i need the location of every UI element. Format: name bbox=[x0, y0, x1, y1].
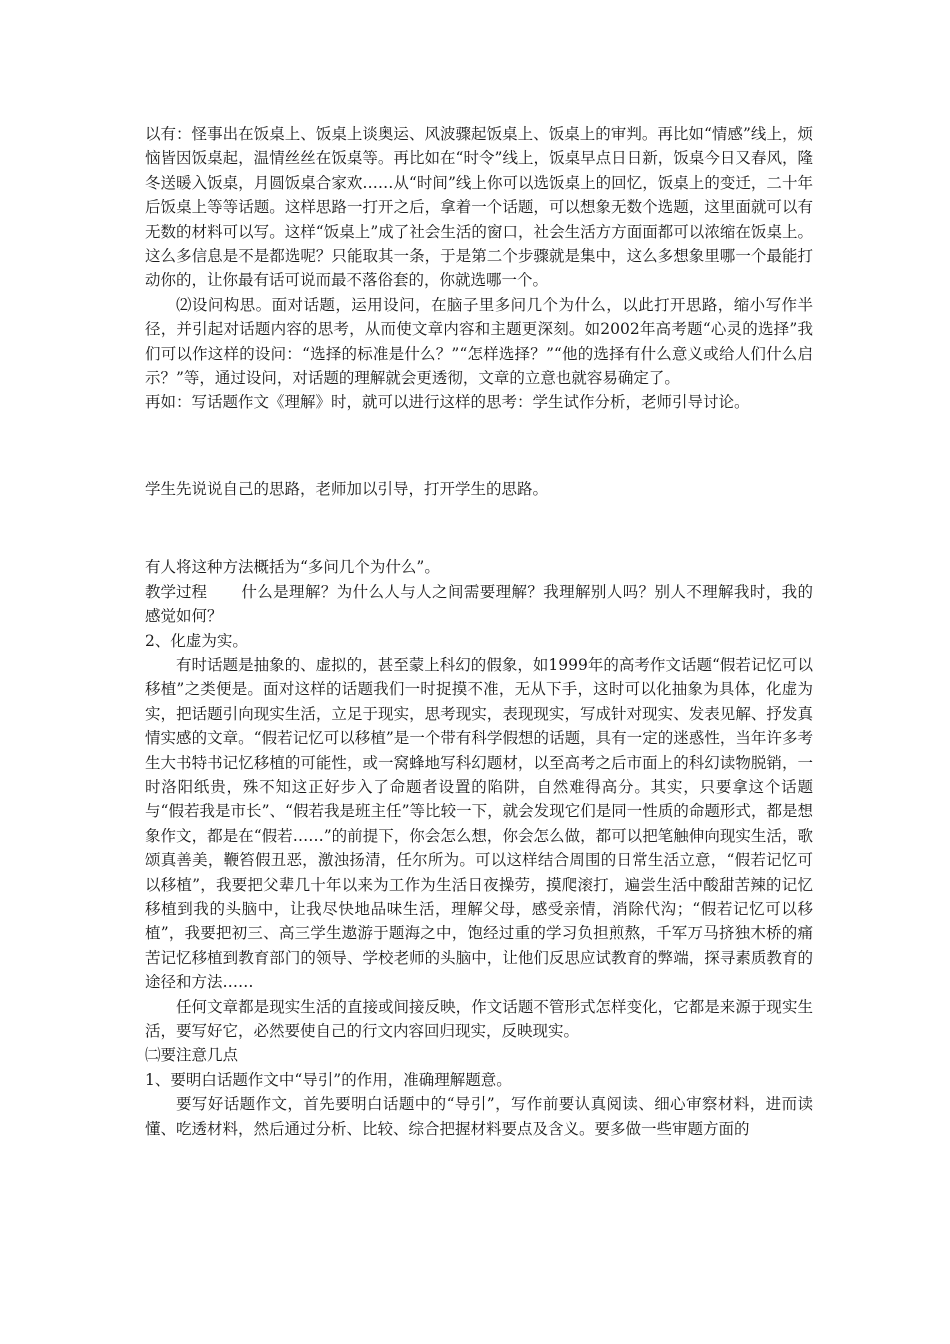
subheading-guidance: 1、要明白话题作文中“导引”的作用，准确理解题意。 bbox=[145, 1070, 512, 1089]
paragraph-understanding-example: 再如：写话题作文《理解》时，就可以进行这样的思考：学生试作分析，老师引导讨论。 bbox=[145, 393, 750, 412]
paragraph-student-thinking: 学生先说说自己的思路，老师加以引导，打开学生的思路。 bbox=[145, 479, 549, 498]
paragraph-reflect-reality: 任何文章都是现实生活的直接或间接反映，作文话题不管形式怎样变化，它都是来源于现实生活，要写好它，必然要使自己的行文内容回归现实，反映现实。 bbox=[145, 997, 813, 1040]
teaching-process-text: 什么是理解？为什么人与人之间需要理解？我理解别人吗？别人不理解我时，我的感觉如何？ bbox=[145, 582, 813, 626]
paragraph-teaching-process bbox=[145, 580, 813, 629]
section-heading-notes: ㈡要注意几点 bbox=[145, 1046, 239, 1065]
document-page bbox=[145, 122, 813, 1141]
paragraph-dinner-table-topics: 以有：怪事出在饭桌上、饭桌上谈奥运、风波骤起饭桌上、饭桌上的审判。再比如“情感”线上，烦恼皆因饭桌起，温情丝丝在饭桌等。再比如在“时令”线上，饭桌早点日日新，饭桌今日又春风，隆冬送暖入饭桌，月圆饭桌合家欢……从“时间”线上你可以选饭桌上的回忆，饭桌上的变迁，二十年后饭桌上等等话题。这样思路一打开之后，拿着一个话题，可以想象无数个选题，这里面就可以有无数的材料可以写。这样“饭桌上”成了社会生活的窗口，社会生活方方面面都可以浓缩在饭桌上。这么多信息是不是都选呢？只能取其一条，于是第二个步骤就是集中，这么多想象里哪一个最能打动你的，让你最有话可说而最不落俗套的，你就选哪一个。 bbox=[145, 125, 813, 290]
blank-space bbox=[145, 415, 813, 477]
paragraph-questioning-method: ⑵设问构思。面对话题，运用设问，在脑子里多问几个为什么，以此打开思路，缩小写作半径，并引起对话题内容的思考，从而使文章内容和主题更深刻。如2002年高考题“心灵的选择”我们可以作这样的设问：“选择的标准是什么？”“怎样选择？”“他的选择有什么意义或给人们什么启示？”等，通过设问，对话题的理解就会更透彻，文章的立意也就容易确定了。 bbox=[145, 295, 813, 388]
paragraph-memory-transplant: 有时话题是抽象的、虚拟的，甚至蒙上科幻的假象，如1999年的高考作文话题“假若记忆可以移植”之类便是。面对这样的话题我们一时捉摸不准，无从下手，这时可以化抽象为具体，化虚为实，把话题引向现实生活，立足于现实，思考现实，表现现实，写成针对现实、发表见解、抒发真情实感的文章。“假若记忆可以移植”是一个带有科学假想的话题，具有一定的迷惑性，当年许多考生大书特书记忆移植的可能性，或一窝蜂地写科幻题材，以至高考之后市面上的科幻读物脱销，一时洛阳纸贵，殊不知这正好步入了命题者设置的陷阱，自然难得高分。其实，只要拿这个话题与“假若我是市长”、“假若我是班主任”等比较一下，就会发现它们是同一性质的命题形式，都是想象作文，都是在“假若……”的前提下，你会怎么想，你会怎么做，都可以把笔触伸向现实生活，歌颂真善美，鞭笞假丑恶，激浊扬清，任尔所为。可以这样结合周围的日常生活立意，“假若记忆可以移植”，我要把父辈几十年以来为工作为生活日夜操劳，摸爬滚打，遍尝生活中酸甜苦辣的记忆移植到我的头脑中，让我尽快地品味生活，理解父母，感受亲情，消除代沟；“假若记忆可以移植”，我要把初三、高三学生遨游于题海之中，饱经过重的学习负担煎熬，千军万马挤独木桥的痛苦记忆移植到教育部门的领导、学校老师的头脑中，让他们反思应试教育的弊端，探寻素质教育的途径和方法…… bbox=[145, 655, 813, 992]
blank-space bbox=[145, 501, 813, 555]
section-heading-abstract-to-concrete: 2、化虚为实。 bbox=[145, 631, 248, 650]
paragraph-method-summary: 有人将这种方法概括为“多问几个为什么”。 bbox=[145, 558, 440, 577]
teaching-process-label: 教学过程 bbox=[145, 582, 208, 601]
paragraph-understand-guidance: 要写好话题作文，首先要明白话题中的“导引”，写作前要认真阅读、细心审察材料，进而读懂、吃透材料，然后通过分析、比较、综合把握材料要点及含义。要多做一些审题方面的 bbox=[145, 1095, 813, 1138]
